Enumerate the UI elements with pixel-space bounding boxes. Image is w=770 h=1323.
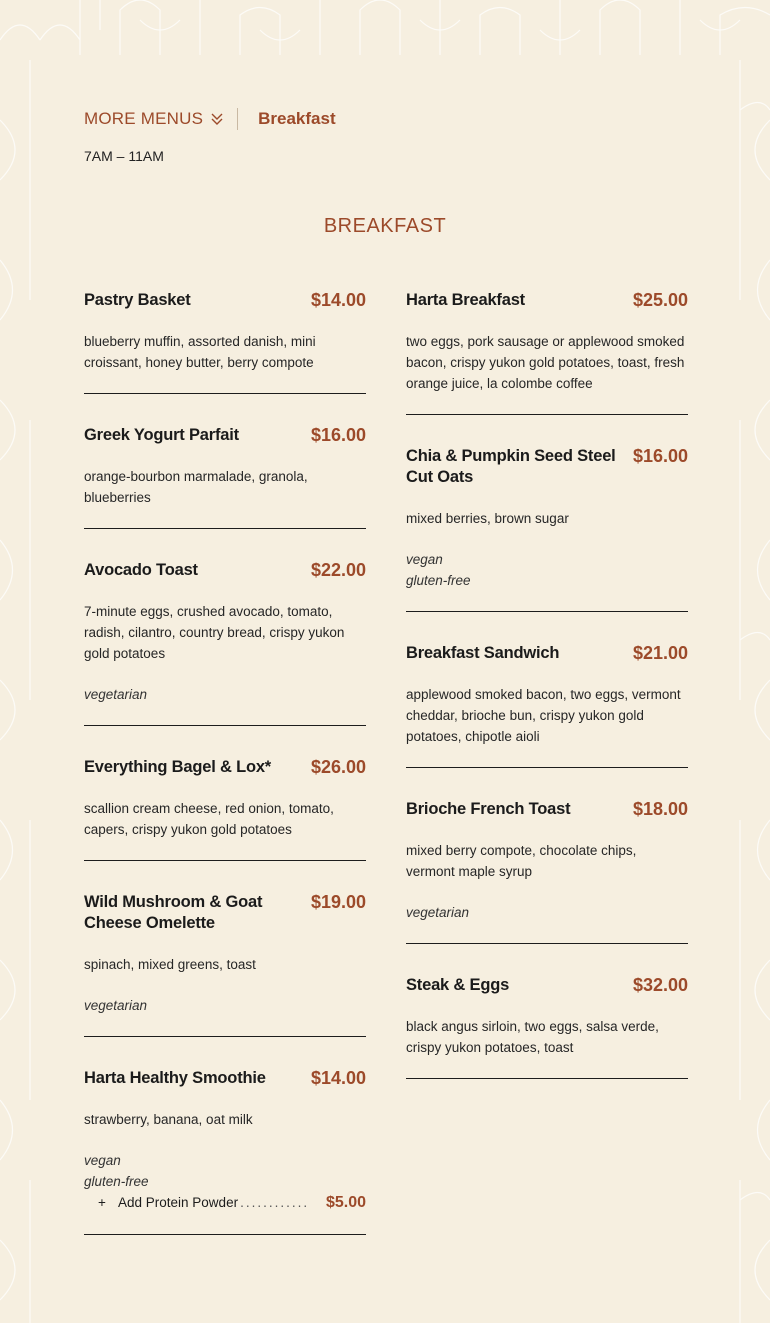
menu-item-price: $16.00 bbox=[632, 446, 688, 466]
current-menu-label: Breakfast bbox=[258, 109, 336, 128]
menu-item-header bbox=[406, 446, 688, 488]
menu-item bbox=[406, 975, 688, 1079]
double-chevron-down-icon bbox=[211, 112, 223, 126]
menu-item-header bbox=[84, 560, 366, 581]
menu-item-price: $14.00 bbox=[310, 1068, 366, 1088]
menu-item-price: $18.00 bbox=[632, 799, 688, 819]
dietary-tag: vegetarian bbox=[406, 905, 470, 920]
menu-item-name: Pastry Basket bbox=[84, 291, 191, 309]
menu-item-header bbox=[406, 290, 688, 311]
dietary-tag: vegan bbox=[406, 552, 443, 567]
menu-item-description: black angus sirloin, two eggs, salsa verde, crispy yukon potatoes, toast bbox=[406, 1019, 659, 1055]
menu-item-price: $32.00 bbox=[632, 975, 688, 995]
menu-item bbox=[406, 290, 688, 415]
dietary-tag: gluten-free bbox=[406, 573, 471, 588]
menu-item-price: $14.00 bbox=[310, 290, 366, 310]
menu-item-description: 7-minute eggs, crushed avocado, tomato, radish, cilantro, country bread, crispy yukon gold potatoes bbox=[84, 604, 345, 661]
menu-item-price: $25.00 bbox=[632, 290, 688, 310]
menu-item-name: Steak & Eggs bbox=[406, 976, 510, 994]
menu-item-name: Breakfast Sandwich bbox=[406, 644, 560, 662]
menu-item-name: Avocado Toast bbox=[84, 561, 198, 579]
addon-plus-icon: + bbox=[98, 1195, 106, 1210]
menu-item-dietary-tags bbox=[406, 902, 688, 923]
menu-item-description: two eggs, pork sausage or applewood smoked bacon, crispy yukon gold potatoes, toast, fresh orange juice, la colombe coffee bbox=[406, 334, 685, 391]
menu-item-description: strawberry, banana, oat milk bbox=[84, 1112, 253, 1127]
menu-item-description: blueberry muffin, assorted danish, mini croissant, honey butter, berry compote bbox=[84, 334, 316, 370]
menu-nav bbox=[84, 106, 336, 132]
menu-item-header bbox=[406, 799, 688, 820]
menu-item-name: Harta Healthy Smoothie bbox=[84, 1069, 266, 1087]
addon-leader-dots: ............ bbox=[240, 1195, 310, 1210]
menu-item-name: Harta Breakfast bbox=[406, 291, 525, 309]
menu-item-name: Greek Yogurt Parfait bbox=[84, 426, 239, 444]
menu-item-header bbox=[84, 290, 366, 311]
menu-item-dietary-tags bbox=[84, 684, 366, 705]
service-hours: 7AM – 11AM bbox=[84, 148, 164, 164]
menu-item bbox=[406, 799, 688, 944]
nav-divider bbox=[237, 108, 238, 130]
menu-item-description: mixed berry compote, chocolate chips, vermont maple syrup bbox=[406, 843, 637, 879]
menu-item-header bbox=[84, 892, 366, 934]
menu-item-header bbox=[84, 425, 366, 446]
more-menus-dropdown[interactable] bbox=[84, 109, 223, 129]
menu-item-dietary-tags bbox=[84, 995, 366, 1016]
dietary-tag: vegan bbox=[84, 1153, 121, 1168]
menu-item-description: spinach, mixed greens, toast bbox=[84, 957, 256, 972]
menu-item-description: applewood smoked bacon, two eggs, vermont cheddar, brioche bun, crispy yukon gold potatoes, chipotle aioli bbox=[406, 687, 681, 744]
menu-item-header bbox=[406, 975, 688, 996]
menu-item bbox=[406, 643, 688, 768]
menu-item-price: $16.00 bbox=[310, 425, 366, 445]
addon-label: Add Protein Powder bbox=[118, 1195, 239, 1210]
menu-column-left bbox=[84, 290, 366, 1266]
menu-column-right bbox=[406, 290, 688, 1110]
menu-item-price: $26.00 bbox=[310, 757, 366, 777]
dietary-tag: vegetarian bbox=[84, 998, 148, 1013]
menu-item-addon bbox=[84, 1192, 366, 1214]
section-title: BREAKFAST bbox=[323, 215, 447, 237]
addon-price: $5.00 bbox=[325, 1194, 366, 1211]
menu-item bbox=[84, 425, 366, 529]
menu-item-header bbox=[84, 757, 366, 778]
menu-item bbox=[84, 757, 366, 861]
menu-item-name: Everything Bagel & Lox* bbox=[84, 758, 272, 776]
more-menus-label: MORE MENUS bbox=[84, 109, 204, 128]
menu-item bbox=[84, 1068, 366, 1235]
dietary-tag: vegetarian bbox=[84, 687, 148, 702]
menu-item bbox=[406, 446, 688, 612]
menu-item-description: orange-bourbon marmalade, granola, blueberries bbox=[84, 469, 308, 505]
menu-item-dietary-tags bbox=[84, 1150, 366, 1192]
menu-item-name: Wild Mushroom & Goat Cheese Omelette bbox=[84, 893, 263, 932]
menu-item-name: Brioche French Toast bbox=[406, 800, 571, 818]
menu-item-description: mixed berries, brown sugar bbox=[406, 511, 569, 526]
menu-item-price: $22.00 bbox=[310, 560, 366, 580]
menu-item-header bbox=[84, 1068, 366, 1089]
menu-item-dietary-tags bbox=[406, 549, 688, 591]
menu-item-header bbox=[406, 643, 688, 664]
menu-item bbox=[84, 290, 366, 394]
menu-item-description: scallion cream cheese, red onion, tomato, capers, crispy yukon gold potatoes bbox=[84, 801, 334, 837]
menu-item-price: $19.00 bbox=[310, 892, 366, 912]
dietary-tag: gluten-free bbox=[84, 1174, 149, 1189]
menu-item bbox=[84, 560, 366, 726]
menu-item-name: Chia & Pumpkin Seed Steel Cut Oats bbox=[406, 447, 616, 486]
menu-item bbox=[84, 892, 366, 1037]
menu-item-price: $21.00 bbox=[632, 643, 688, 663]
